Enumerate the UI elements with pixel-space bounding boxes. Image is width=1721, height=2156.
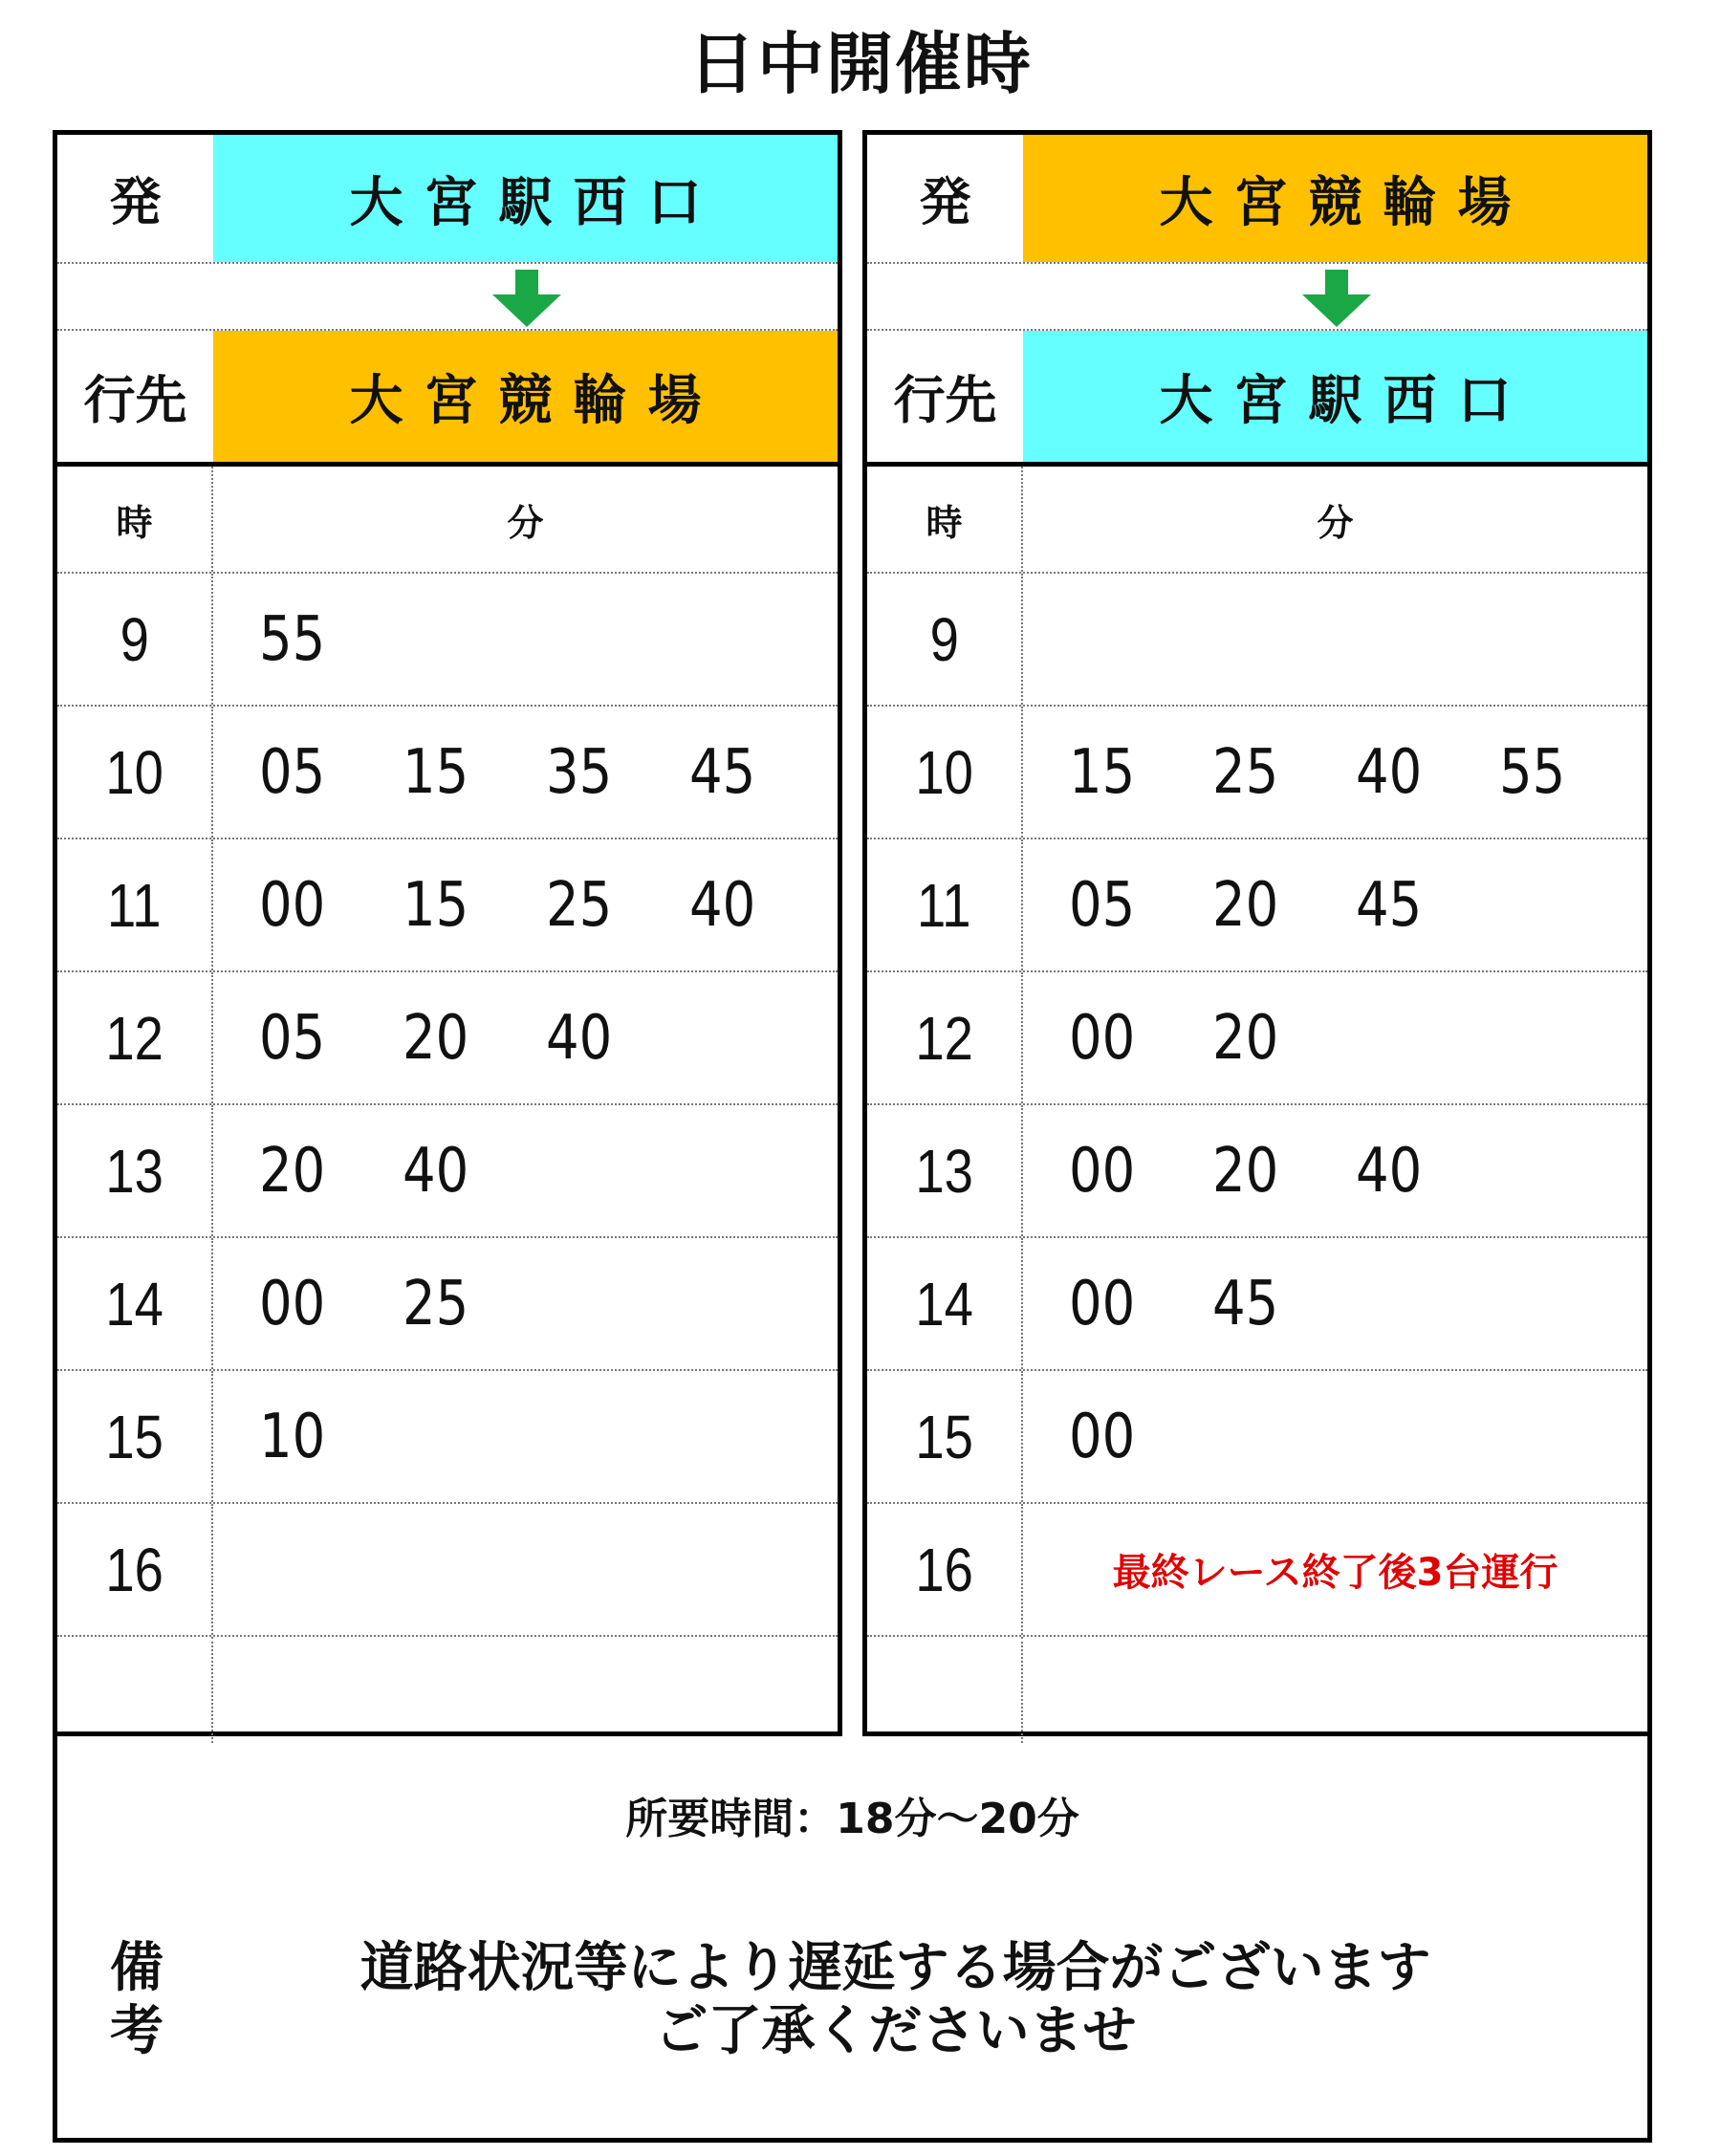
hour-header: 時 xyxy=(116,501,153,544)
hour-cell: 11 xyxy=(917,870,971,940)
minute-value: 40 xyxy=(1356,736,1423,808)
minute-value: 40 xyxy=(1356,1135,1423,1207)
schedule-row xyxy=(867,1105,1647,1238)
remarks-line-1: 道路状況等により遅延する場合がございます xyxy=(359,1937,1431,1999)
minute-value: 20 xyxy=(1212,1135,1279,1207)
hour-cell: 12 xyxy=(105,1003,163,1073)
minute-header: 分 xyxy=(1317,501,1354,544)
minute-value: 15 xyxy=(403,869,469,941)
minute-value: 45 xyxy=(1356,869,1423,941)
remarks-text xyxy=(57,1937,1647,2063)
remarks-line-2: ご了承くださいませ xyxy=(654,2000,1137,2062)
minute-value: 40 xyxy=(546,1002,613,1074)
origin-station: 大宮駅西口 xyxy=(213,135,838,262)
minute-value: 20 xyxy=(1212,1002,1279,1074)
timetable-right xyxy=(862,130,1652,1736)
destination-label: 行先 xyxy=(893,370,997,430)
hour-cell: 15 xyxy=(105,1402,163,1471)
minute-value: 05 xyxy=(259,1002,326,1074)
minute-value: 00 xyxy=(259,1268,326,1339)
minute-value: 15 xyxy=(1069,736,1136,808)
column-header-row xyxy=(867,467,1647,574)
timetable-left xyxy=(53,130,842,1736)
minute-value: 55 xyxy=(1499,736,1566,808)
depart-row xyxy=(57,135,838,264)
minute-value: 25 xyxy=(403,1268,469,1339)
minute-value: 00 xyxy=(1069,1268,1136,1339)
depart-label: 発 xyxy=(919,172,971,232)
minute-value: 40 xyxy=(403,1135,469,1207)
minute-value: 55 xyxy=(259,603,326,675)
minute-value: 20 xyxy=(1212,869,1279,941)
hour-cell: 13 xyxy=(915,1136,973,1206)
minute-value: 25 xyxy=(546,869,613,941)
minute-value: 45 xyxy=(1212,1268,1279,1339)
hour-cell: 9 xyxy=(120,604,149,674)
destination-row xyxy=(867,331,1647,467)
hour-cell: 10 xyxy=(105,737,163,807)
minute-value: 00 xyxy=(1069,1002,1136,1074)
remarks-box xyxy=(53,1736,1652,2143)
minute-value: 20 xyxy=(403,1002,469,1074)
minute-value: 40 xyxy=(689,869,756,941)
schedule-row xyxy=(867,1637,1647,1743)
schedule-row xyxy=(57,707,838,839)
schedule-row xyxy=(867,1504,1647,1637)
minute-value: 00 xyxy=(1069,1135,1136,1207)
hour-header: 時 xyxy=(926,501,963,544)
arrow-row xyxy=(867,264,1647,331)
schedule-row xyxy=(57,839,838,972)
schedule-row xyxy=(57,972,838,1105)
hour-cell: 14 xyxy=(105,1269,163,1339)
destination-label: 行先 xyxy=(83,370,187,430)
remarks-label: 備考 xyxy=(110,1937,163,2062)
minute-value: 15 xyxy=(403,736,469,808)
minute-value: 10 xyxy=(259,1401,326,1472)
minute-value: 05 xyxy=(259,736,326,808)
minute-value: 20 xyxy=(259,1135,326,1207)
schedule-row xyxy=(57,1105,838,1238)
service-note: 最終レース終了後3台運行 xyxy=(1112,1551,1558,1595)
schedule-row xyxy=(867,839,1647,972)
schedule-row xyxy=(867,574,1647,707)
schedule-row xyxy=(867,972,1647,1105)
down-arrow-icon xyxy=(1298,270,1375,327)
minute-value: 00 xyxy=(259,869,326,941)
origin-station: 大宮競輪場 xyxy=(1023,135,1647,262)
hour-cell: 13 xyxy=(105,1136,163,1206)
hour-cell: 15 xyxy=(915,1402,973,1471)
minute-value: 45 xyxy=(689,736,756,808)
schedule-row xyxy=(57,1371,838,1504)
required-time: 所要時間：18分～20分 xyxy=(625,1795,1079,1843)
minute-value: 05 xyxy=(1069,869,1136,941)
depart-row xyxy=(867,135,1647,264)
hour-cell: 9 xyxy=(929,604,959,674)
destination-station: 大宮駅西口 xyxy=(1023,331,1647,462)
hour-cell: 12 xyxy=(915,1003,973,1073)
depart-label: 発 xyxy=(109,172,162,232)
schedule-row xyxy=(867,707,1647,839)
destination-row xyxy=(57,331,838,467)
schedule-row xyxy=(867,1238,1647,1371)
minute-value: 35 xyxy=(546,736,613,808)
hour-cell: 11 xyxy=(107,870,162,940)
destination-station: 大宮競輪場 xyxy=(213,331,838,462)
column-header-row xyxy=(57,467,838,574)
down-arrow-icon xyxy=(489,270,565,327)
schedule-row xyxy=(57,574,838,707)
schedule-row xyxy=(57,1504,838,1637)
hour-cell: 16 xyxy=(105,1535,163,1604)
schedule-row xyxy=(867,1371,1647,1504)
arrow-row xyxy=(57,264,838,331)
minute-value: 25 xyxy=(1212,736,1279,808)
hour-cell: 10 xyxy=(915,737,973,807)
minute-header: 分 xyxy=(507,501,544,544)
hour-cell: 14 xyxy=(915,1269,973,1339)
hour-cell: 16 xyxy=(915,1535,973,1604)
minute-value: 00 xyxy=(1069,1401,1136,1472)
page-title: 日中開催時 xyxy=(688,25,1033,103)
schedule-row xyxy=(57,1238,838,1371)
schedule-row xyxy=(57,1637,838,1743)
